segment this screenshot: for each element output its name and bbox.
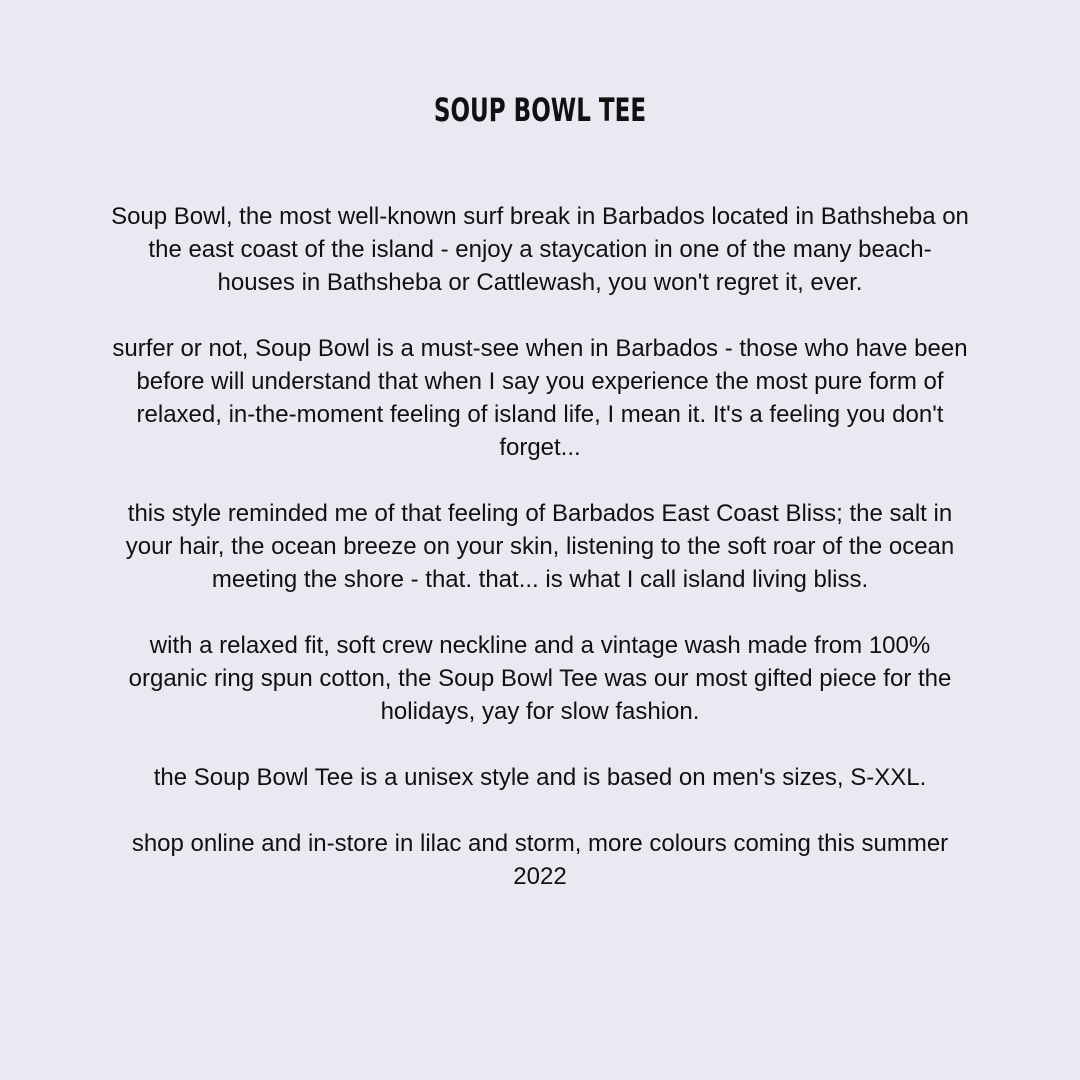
page-title: SOUP BOWL TEE (433, 91, 647, 129)
description-paragraph-2: surfer or not, Soup Bowl is a must-see when in Barbados - those who have been before will understand that when I say you experience the most pure form of relaxed, in-the-moment feeling of island life, I mean it. It's a feeling you don't forget... (112, 335, 968, 461)
description-paragraph-1: Soup Bowl, the most well-known surf break in Barbados located in Bathsheba on the east coast of the island - enjoy a staycation in one of the many beach-houses in Bathsheba or Cattlewash, you won't regret it, ever. (111, 203, 969, 296)
description-paragraph-3: this style reminded me of that feeling of Barbados East Coast Bliss; the salt in your hair, the ocean breeze on your skin, listening to the soft roar of the ocean meeting the shore - that. that... is what I call island living bliss. (125, 500, 955, 593)
description-body (110, 200, 970, 893)
description-paragraph-6: shop online and in-store in lilac and storm, more colours coming this summer 2022 (131, 830, 949, 890)
description-paragraph-4: with a relaxed fit, soft crew neckline and a vintage wash made from 100% organic ring spun cotton, the Soup Bowl Tee was our most gifted piece for the holidays, yay for slow fashion. (128, 632, 952, 725)
description-paragraph-5: the Soup Bowl Tee is a unisex style and is based on men's sizes, S-XXL. (153, 764, 927, 791)
